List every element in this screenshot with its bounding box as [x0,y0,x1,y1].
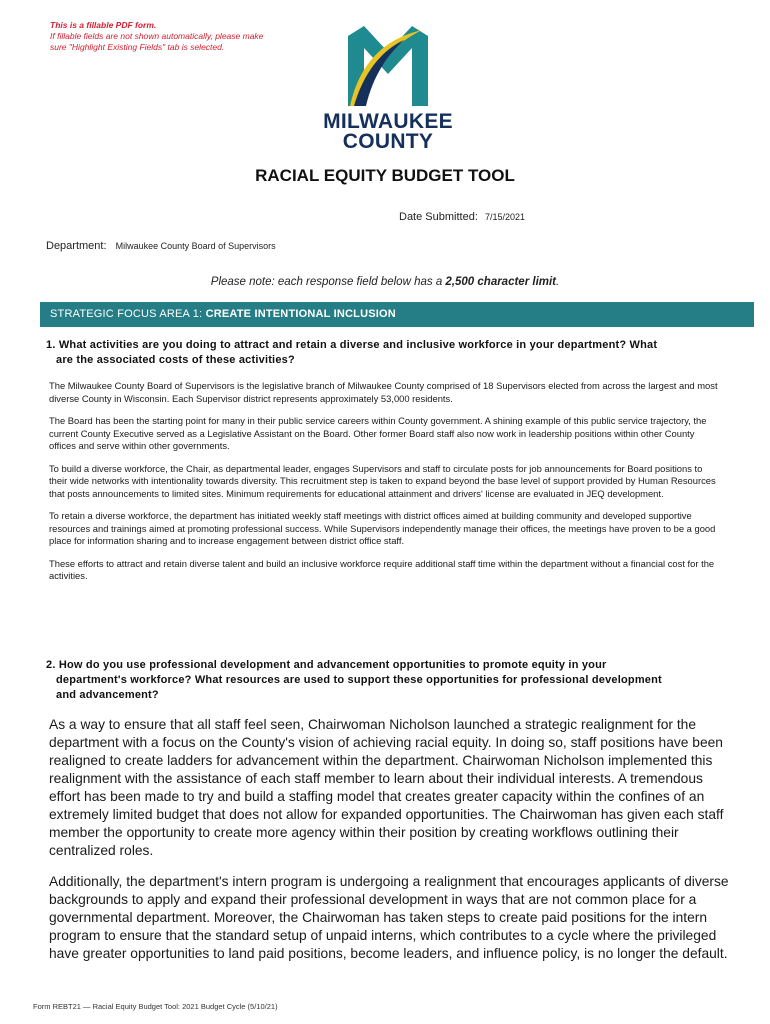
answer-2-paragraph: As a way to ensure that all staff feel seen, Chairwoman Nicholson launched a strategic realignment for the department with a focus on the County's vision of achieving racial equity. In doing so, staff positions have been realigned to create ladders for advancement within the department. Chairwoman Nicholson implemented this realignment with the assistance of each staff member to learn about their individual interests. A tremendous effort has been made to try and build a staffing model that creates greater capacity within the confines of an extremely limited budget that does not allow for expanded opportunities. The Chairwoman has given each staff member the opportunity to create more agency within their position by creating workflows outlining their centralized roles. [49,717,724,858]
answer-1-paragraph: To retain a diverse workforce, the department has initiated weekly staff meetings with district offices aimed at building community and developed supportive resources and trainings aimed at promoting professional success. While Supervisors independently manage their offices, the meetings have proven to be a good place for information sharing and to increase engagement between district office staff. [49,510,716,546]
question-1-line-2: are the associated costs of these activities? [56,354,295,366]
notice-body: If fillable fields are not shown automatically, please make sure "Highlight Existing Fields" tab is selected. [50,31,264,52]
section-label: STRATEGIC FOCUS AREA 1: [50,308,206,320]
form-footer: Form REBT21 — Racial Equity Budget Tool: 2021 Budget Cycle (5/10/21) [33,1002,278,1011]
note-suffix: . [556,276,560,288]
milwaukee-county-logo [308,22,468,154]
department-field[interactable]: Milwaukee County Board of Supervisors [115,241,276,251]
note-prefix: Please note: each response field below has a [210,276,446,288]
department-row [46,240,276,252]
question-2-line-3: and advancement? [56,689,159,701]
logo-line-1: MILWAUKEE [323,110,453,133]
county-m-logo-icon [344,22,432,108]
date-submitted-row [399,211,525,223]
answer-1-field[interactable] [49,380,719,593]
question-2 [46,658,736,703]
answer-1-paragraph: To build a diverse workforce, the Chair, as departmental leader, engages Supervisors and staff to circulate posts for job announcements for Board positions to their wide networks with intentionality towards diversity. This recruitment step is taken to expand beyond the base level of support provided by Human Resources that posts announcements to limited sites. Minimum requirements for educational attainment and drivers' license are evaluated in JEQ development. [49,462,716,499]
question-1-line-1: 1. What activities are you doing to attract and retain a diverse and inclusive workforce in your department? What [46,339,658,351]
character-limit-note [0,276,770,288]
section-name: CREATE INTENTIONAL INCLUSION [205,308,396,320]
question-1 [46,338,736,368]
fillable-form-notice [50,20,280,53]
logo-line-2: COUNTY [342,130,434,153]
question-2-line-1: 2. How do you use professional development and advancement opportunities to promote equity in your [46,659,607,671]
answer-1-paragraph: These efforts to attract and retain diverse talent and build an inclusive workforce require additional staff time within the department without a financial cost for the activities. [49,557,715,581]
section-header-focus-area-1 [40,302,754,327]
answer-1-paragraph: The Board has been the starting point for many in their public service careers within County government. A shining example of this public service trajectory, the current County Executive served as a Legislative Assistant on the Board. Other former Board staff also now work in leadership positions within other County offices and serve within other governments. [49,415,707,451]
question-2-line-2: department's workforce? What resources are used to support these opportunities for professional development [56,674,662,686]
answer-2-field[interactable] [49,716,729,976]
answer-1-paragraph: The Milwaukee County Board of Supervisors is the legislative branch of Milwaukee County comprised of 18 Supervisors elected from across the largest and most diverse County in Wisconsin. Each Supervisor district represents approximately 53,000 residents. [49,380,718,404]
document-title: RACIAL EQUITY BUDGET TOOL [255,166,515,185]
note-emphasis: 2,500 character limit [445,276,557,288]
answer-2-paragraph: Additionally, the department's intern program is undergoing a realignment that encourages applicants of diverse backgrounds to apply and expand their professional development in ways that are not common place for a governmental department. Moreover, the Chairwoman has taken steps to create paid positions for the intern program to ensure that the standard setup of unpaid interns, which contributes to a cycle where the privileged have greater opportunities to land paid positions, become leaders, and influence policy, is no longer the default. [49,874,729,961]
date-submitted-label: Date Submitted: [399,211,478,223]
date-submitted-field[interactable]: 7/15/2021 [484,212,525,222]
department-label: Department: [46,240,107,252]
notice-title: This is a fillable PDF form. [50,20,157,30]
